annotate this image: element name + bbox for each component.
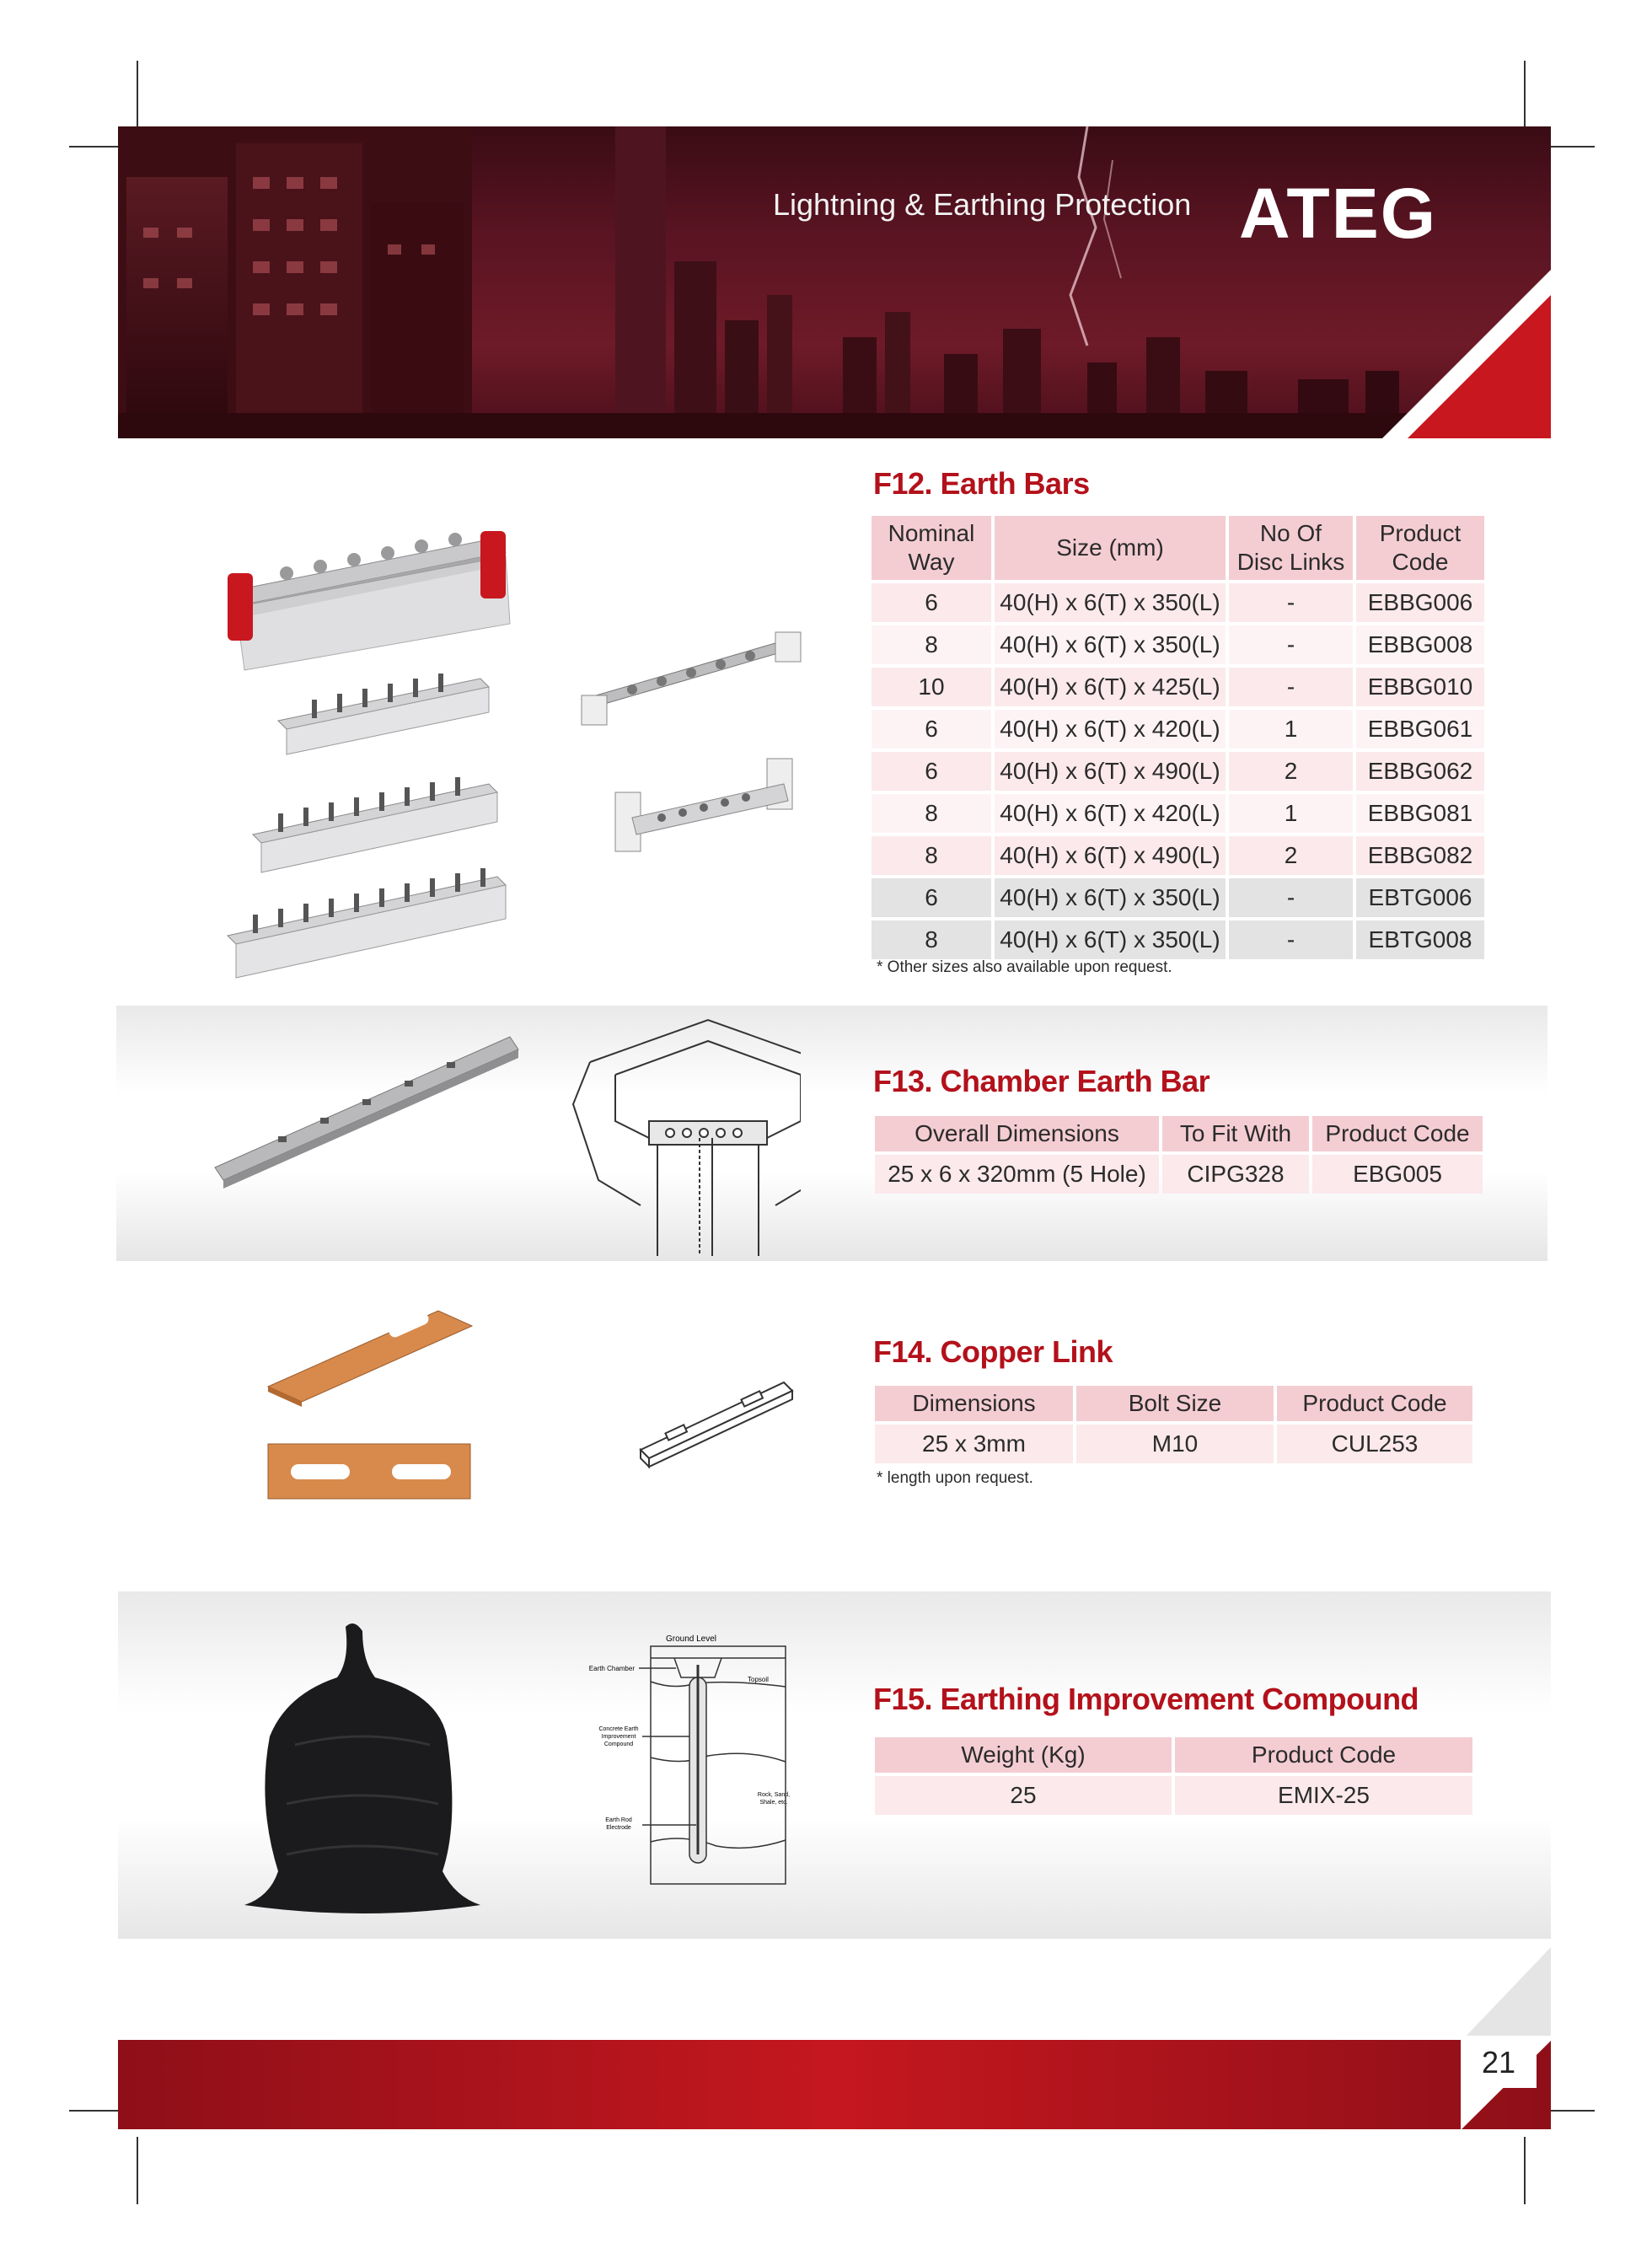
chamber-earth-bar-images (211, 1012, 801, 1264)
table-cell: EBBG008 (1356, 625, 1484, 664)
table-cell: 1 (1229, 710, 1353, 749)
f12-header-disc-links: No Of Disc Links (1229, 516, 1353, 580)
table-cell: EBBG081 (1356, 794, 1484, 833)
table-cell: EBTG006 (1356, 878, 1484, 917)
f12-header-nominal-way: Nominal Way (872, 516, 991, 580)
diagram-label-earth-rod: Electrode (606, 1825, 631, 1831)
table-cell: 2 (1229, 752, 1353, 791)
table-cell: 40(H) x 6(T) x 490(L) (995, 752, 1226, 791)
table-cell: - (1229, 920, 1353, 959)
table-cell: EBBG010 (1356, 668, 1484, 706)
table-cell: 40(H) x 6(T) x 420(L) (995, 794, 1226, 833)
f13-title: F13. Chamber Earth Bar (873, 1064, 1210, 1098)
table-cell: - (1229, 583, 1353, 622)
table-cell: 8 (872, 794, 991, 833)
table-cell: 25 x 3mm (875, 1425, 1073, 1463)
table-cell: 8 (872, 836, 991, 875)
f15-table (872, 1734, 1476, 1818)
table-cell: EBTG008 (1356, 920, 1484, 959)
compound-bag-image (236, 1618, 489, 1922)
f15-header-weight: Weight (Kg) (875, 1737, 1172, 1773)
f15-title: F15. Earthing Improvement Compound (873, 1682, 1419, 1716)
compound-installation-diagram (582, 1631, 801, 1892)
corner-decoration-red (1408, 295, 1551, 438)
diagram-label-compound: Compound (603, 1741, 634, 1747)
f14-header-bolt-size: Bolt Size (1076, 1386, 1274, 1421)
table-row (875, 1776, 1472, 1815)
table-cell: - (1229, 668, 1353, 706)
table-cell: 8 (872, 920, 991, 959)
table-cell: 6 (872, 710, 991, 749)
table-cell: 6 (872, 583, 991, 622)
table-cell: 8 (872, 625, 991, 664)
table-row (875, 1425, 1472, 1463)
f14-title: F14. Copper Link (873, 1334, 1113, 1369)
earth-bar-images (219, 523, 860, 995)
diagram-label-earth-chamber: Earth Chamber (588, 1665, 635, 1672)
diagram-label-rock: Rock, Sand, (757, 1792, 791, 1798)
f13-table (872, 1113, 1486, 1197)
table-cell: 40(H) x 6(T) x 425(L) (995, 668, 1226, 706)
table-cell: EBBG062 (1356, 752, 1484, 791)
crop-mark (137, 2137, 138, 2204)
table-cell: 1 (1229, 794, 1353, 833)
table-cell: 40(H) x 6(T) x 350(L) (995, 625, 1226, 664)
copper-link-images (253, 1302, 809, 1521)
diagram-label-compound: Concrete Earth (598, 1726, 639, 1732)
table-cell: 40(H) x 6(T) x 490(L) (995, 836, 1226, 875)
table-cell: M10 (1076, 1425, 1274, 1463)
f14-table (872, 1382, 1476, 1467)
footer-bar (118, 2040, 1551, 2129)
table-cell: - (1229, 625, 1353, 664)
table-cell: CUL253 (1277, 1425, 1472, 1463)
table-cell: 25 x 6 x 320mm (5 Hole) (875, 1155, 1159, 1194)
f14-header-product-code: Product Code (1277, 1386, 1472, 1421)
f15-header-product-code: Product Code (1175, 1737, 1472, 1773)
table-cell: 40(H) x 6(T) x 420(L) (995, 710, 1226, 749)
header-tagline: Lightning & Earthing Protection (773, 187, 1192, 222)
table-cell: EMIX-25 (1175, 1776, 1472, 1815)
f13-header-product-code: Product Code (1312, 1116, 1483, 1151)
f14-header-dimensions: Dimensions (875, 1386, 1073, 1421)
table-row (872, 625, 1484, 664)
diagram-label-rock: Shale, etc. (759, 1800, 788, 1806)
table-cell: - (1229, 878, 1353, 917)
table-row (872, 710, 1484, 749)
f13-header-fit: To Fit With (1162, 1116, 1309, 1151)
table-cell: 6 (872, 878, 991, 917)
table-cell: 6 (872, 752, 991, 791)
f12-note: * Other sizes also available upon request. (877, 958, 1172, 976)
table-cell: 40(H) x 6(T) x 350(L) (995, 878, 1226, 917)
table-cell: EBBG006 (1356, 583, 1484, 622)
crop-mark (1524, 61, 1526, 128)
table-cell: 40(H) x 6(T) x 350(L) (995, 920, 1226, 959)
page-number: 21 (1461, 2037, 1537, 2088)
table-cell: 10 (872, 668, 991, 706)
crop-mark (1524, 2137, 1526, 2204)
table-cell: 2 (1229, 836, 1353, 875)
table-row (872, 752, 1484, 791)
diagram-label-ground-level: Ground Level (665, 1634, 717, 1644)
table-cell: CIPG328 (1162, 1155, 1309, 1194)
table-row (872, 583, 1484, 622)
diagram-label-topsoil: Topsoil (748, 1676, 769, 1683)
table-cell: 25 (875, 1776, 1172, 1815)
table-cell: EBBG061 (1356, 710, 1484, 749)
table-row (872, 920, 1484, 959)
table-cell: EBBG082 (1356, 836, 1484, 875)
crop-mark (69, 146, 121, 148)
table-cell: 40(H) x 6(T) x 350(L) (995, 583, 1226, 622)
crop-mark (69, 2110, 121, 2112)
f12-header-size: Size (mm) (995, 516, 1226, 580)
f13-header-dimensions: Overall Dimensions (875, 1116, 1159, 1151)
table-row (872, 836, 1484, 875)
f12-header-product-code: Product Code (1356, 516, 1484, 580)
brand-logo: ATEG (1239, 174, 1438, 253)
table-row (872, 794, 1484, 833)
f12-table (868, 513, 1488, 963)
table-cell: EBG005 (1312, 1155, 1483, 1194)
f14-note: * length upon request. (877, 1469, 1033, 1487)
table-row (872, 668, 1484, 706)
table-row (875, 1155, 1483, 1194)
header-banner (118, 126, 1551, 438)
footer-corner-decoration (1462, 1947, 1551, 2040)
diagram-label-compound: Improvement (601, 1734, 636, 1740)
table-row (872, 878, 1484, 917)
diagram-label-earth-rod: Earth Rod (605, 1817, 632, 1823)
crop-mark (137, 61, 138, 128)
f12-title: F12. Earth Bars (873, 466, 1090, 501)
